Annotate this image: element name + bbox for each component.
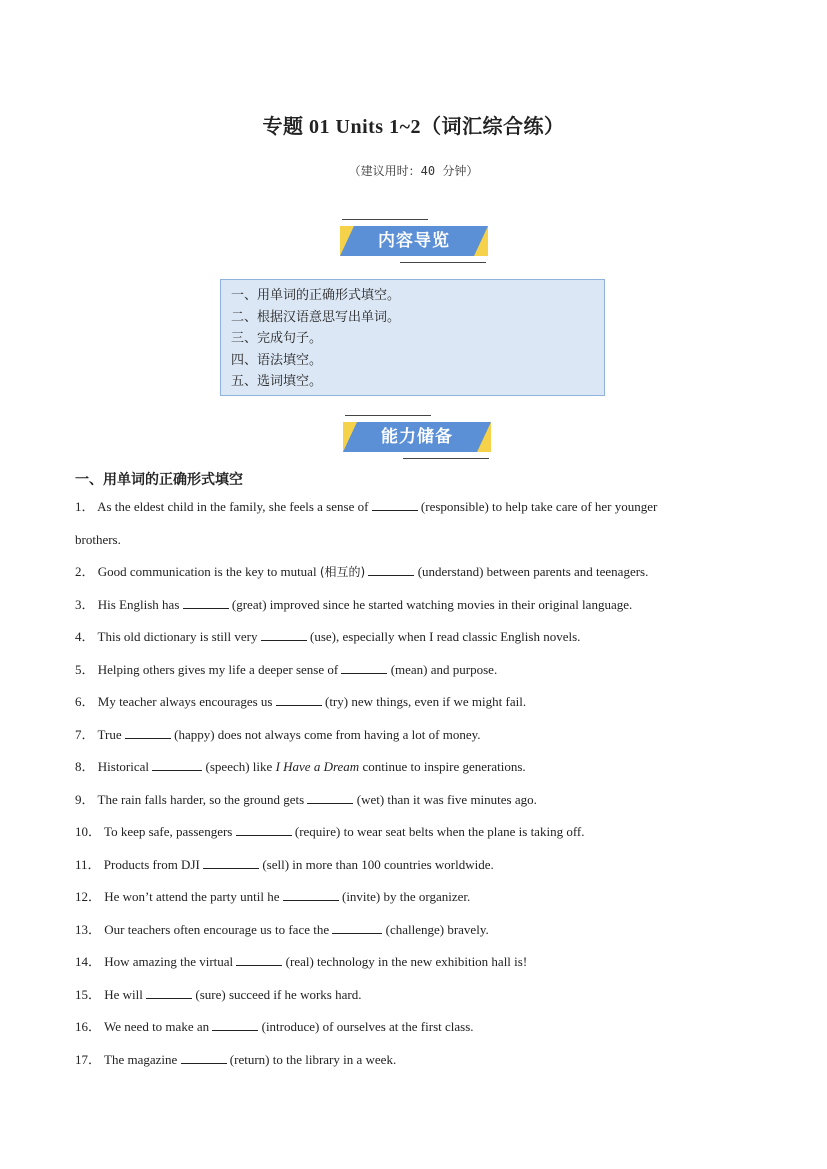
question-11 [75,856,755,873]
question-8 [75,758,755,775]
toc-item: 五、选词填空。 [231,374,323,390]
page-title: 专题 01 Units 1~2（词汇综合练） [262,116,565,138]
contents-list [220,279,605,396]
question-text: He will [104,987,143,1002]
answer-blank[interactable] [283,888,339,901]
question-hint: (happy) does not always come from having a lot of money. [174,727,481,742]
question-hint: (real) technology in the new exhibition hall is! [285,954,528,969]
question-text: Our teachers often encourage us to face the [104,922,330,937]
answer-blank[interactable] [152,758,202,771]
question-number: 14． [75,954,102,969]
question-17 [75,1051,755,1068]
ability-banner [343,415,493,459]
question-text: He won’t attend the party until he [104,889,280,904]
question-5 [75,661,755,678]
question-text: Historical [97,759,150,774]
question-text: Helping others gives my life a deeper sense of [97,662,339,677]
question-number: 15． [75,987,102,1002]
question-number: 3． [75,597,95,612]
answer-blank[interactable] [332,921,382,934]
question-hint: (responsible) to help take care of her younger [420,499,658,514]
question-number: 2． [75,564,95,579]
section-heading: 一、用单词的正确形式填空 [75,472,243,488]
question-number: 11． [75,857,101,872]
question-hint: (challenge) bravely. [385,922,489,937]
question-1 [75,498,755,515]
question-number: 7． [75,727,95,742]
answer-blank[interactable] [236,953,282,966]
question-number: 1． [75,499,95,514]
answer-blank[interactable] [261,628,307,641]
question-text: To keep safe, passengers [104,824,233,839]
question-text: We need to make an [104,1019,210,1034]
question-hint: (try) new things, even if we might fail. [324,694,527,709]
question-hint: (require) to wear seat belts when the plane is taking off. [294,824,585,839]
question-text: As the eldest child in the family, she feels a sense of [97,499,369,514]
banner-label: 内容导览 [378,231,450,251]
question-16 [75,1018,755,1035]
question-text: brothers. [75,532,121,547]
question-hint: (great) improved since he started watching movies in their original language. [231,597,633,612]
question-text: How amazing the virtual [104,954,234,969]
answer-blank[interactable] [203,856,259,869]
toc-item: 三、完成句子。 [231,331,323,347]
question-4 [75,628,755,645]
question-text: The rain falls harder, so the ground gets [97,792,305,807]
answer-blank[interactable] [125,726,171,739]
question-number: 10． [75,824,102,839]
question-14 [75,953,755,970]
question-text-tail: continue to inspire generations. [362,759,526,774]
question-number: 8． [75,759,95,774]
question-hint: (sell) in more than 100 countries worldwide. [262,857,494,872]
question-9 [75,791,755,808]
question-hint: (wet) than it was five minutes ago. [356,792,537,807]
banner-bottom-line [400,262,486,263]
question-3 [75,596,755,613]
time-suggestion: （建议用时：40 分钟） [348,164,479,178]
question-hint: (mean) and purpose. [390,662,498,677]
question-number: 9． [75,792,95,807]
answer-blank[interactable] [368,563,414,576]
question-text: The magazine [104,1052,178,1067]
question-hint: (return) to the library in a week. [229,1052,397,1067]
banner-label: 能力储备 [381,427,453,447]
question-6 [75,693,755,710]
toc-item: 一、用单词的正确形式填空。 [231,288,401,303]
question-number: 16． [75,1019,102,1034]
answer-blank[interactable] [341,661,387,674]
question-number: 12． [75,889,102,904]
question-text: Products from DJI [103,857,200,872]
question-text: Good communication is the key to mutual [97,564,317,579]
question-hint: (invite) by the organizer. [341,889,471,904]
answer-blank[interactable] [181,1051,227,1064]
answer-blank[interactable] [276,693,322,706]
chinese-gloss: (相互的) [319,565,366,579]
question-1-continued [75,531,755,548]
question-number: 17． [75,1052,102,1067]
question-text: This old dictionary is still very [97,629,258,644]
question-12 [75,888,755,905]
question-hint: (speech) like [205,759,273,774]
question-text: His English has [97,597,180,612]
question-7 [75,726,755,743]
question-text: True [97,727,122,742]
banner-top-line [345,415,431,416]
question-hint: (introduce) of ourselves at the first class. [261,1019,474,1034]
answer-blank[interactable] [183,596,229,609]
answer-blank[interactable] [212,1018,258,1031]
question-number: 4． [75,629,95,644]
banner-top-line [342,219,428,220]
question-hint: (use), especially when I read classic English novels. [310,629,581,644]
answer-blank[interactable] [307,791,353,804]
question-13 [75,921,755,938]
question-number: 6． [75,694,95,709]
question-number: 5． [75,662,95,677]
answer-blank[interactable] [146,986,192,999]
question-15 [75,986,755,1003]
question-text: My teacher always encourages us [97,694,273,709]
question-number: 13． [75,922,102,937]
answer-blank[interactable] [372,498,418,511]
toc-item: 四、语法填空。 [231,352,323,368]
banner-bottom-line [403,458,489,459]
contents-banner [340,219,490,263]
question-hint: (sure) succeed if he works hard. [195,987,362,1002]
question-10 [75,823,755,840]
speech-title: I Have a Dream [275,759,360,774]
toc-item: 二、根据汉语意思写出单词。 [231,309,401,325]
answer-blank[interactable] [236,823,292,836]
question-2 [75,563,755,581]
question-hint: (understand) between parents and teenagers. [417,564,649,579]
